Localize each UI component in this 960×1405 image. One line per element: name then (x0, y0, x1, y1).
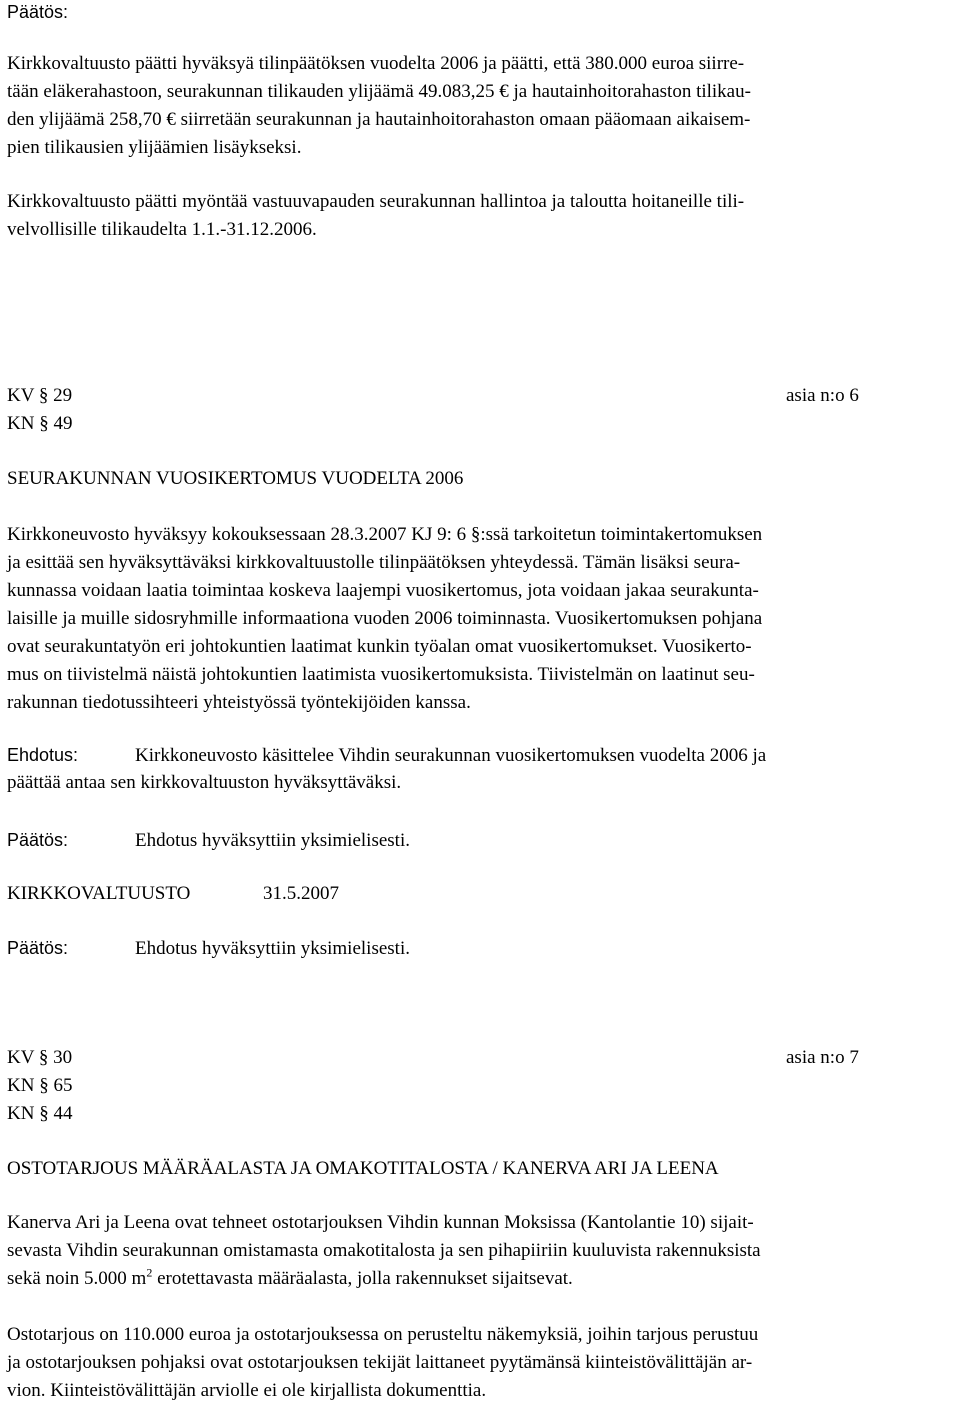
text-fragment: sekä noin 5.000 m (7, 1268, 147, 1289)
kn-section-number: KN § 65 (7, 1075, 73, 1096)
text-line: den ylijäämä 258,70 € siirretään seurakunnan ja hautainhoitorahaston omaan pääomaan aikaisem- (7, 109, 751, 130)
text-line: tään eläkerahastoon, seurakunnan tilikauden ylijäämä 49.083,25 € ja hautainhoitorahaston tilikau- (7, 81, 751, 102)
paatos-label: Päätös: (7, 830, 69, 850)
text-line: Kanerva Ari ja Leena ovat tehneet ostotarjouksen Vihdin kunnan Moksissa (Kantolantie 10) sijait- (7, 1212, 754, 1233)
text-line: ja ostotarjouksen pohjaksi ovat ostotarjouksen tekijät laittaneet pyytämänsä kiinteistövälittäjän ar- (7, 1352, 753, 1373)
paatos-text: Ehdotus hyväksyttiin yksimielisesti. (135, 830, 410, 851)
kn-section-number: KN § 49 (7, 413, 73, 434)
text-line: Kirkkovaltuusto päätti hyväksyä tilinpäätöksen vuodelta 2006 ja päätti, että 380.000 euroa siirre- (7, 53, 745, 74)
asia-number: asia n:o 6 (786, 385, 859, 406)
text-line: Kirkkovaltuusto päätti myöntää vastuuvapauden seurakunnan hallintoa ja taloutta hoitaneille tili- (7, 191, 745, 212)
ehdotus-row (7, 741, 766, 770)
paatos-row (7, 826, 410, 855)
text-line: velvollisille tilikaudelta 1.1.-31.12.2006. (7, 219, 317, 240)
ehdotus-text-cont: päättää antaa sen kirkkovaltuuston hyväksyttäväksi. (7, 772, 402, 793)
paatos-row-2 (7, 934, 410, 963)
text-line: mus on tiivistelmä näistä johtokuntien laatimista vuosikertomuksista. Tiivistelmän on laatinut seu- (7, 664, 755, 685)
paatos-text: Ehdotus hyväksyttiin yksimielisesti. (135, 938, 410, 959)
kirkkovaltuusto-row (7, 880, 339, 908)
text-line: Kirkkoneuvosto hyväksyy kokouksessaan 28.3.2007 KJ 9: 6 §:ssä tarkoitetun toimintakertomuksen (7, 524, 763, 545)
asia-number: asia n:o 7 (786, 1047, 859, 1068)
text-line: laisille ja muille sidosryhmille informaationa vuoden 2006 toiminnasta. Vuosikertomuksen pohjana (7, 608, 763, 629)
text-line (7, 1265, 573, 1293)
text-line: rakunnan tiedotussihteeri yhteistyössä työntekijöiden kanssa. (7, 692, 471, 713)
kv-section-number: KV § 29 (7, 385, 73, 406)
text-fragment: erotettavasta määräalasta, jolla rakennukset sijaitsevat. (152, 1268, 573, 1289)
kn-section-number: KN § 44 (7, 1103, 73, 1124)
superscript: 2 (146, 1265, 153, 1280)
text-line: Ostotarjous on 110.000 euroa ja ostotarjouksessa on perusteltu näkemyksiä, joihin tarjous perustuu (7, 1324, 759, 1345)
text-line: kunnassa voidaan laatia toimintaa koskeva laajempi vuosikertomus, jota voidaan jakaa seurakunta- (7, 580, 759, 601)
kv-section-number: KV § 30 (7, 1047, 73, 1068)
kirkkovaltuusto-heading: KIRKKOVALTUUSTO (7, 883, 191, 904)
text-line: sevasta Vihdin seurakunnan omistamasta omakotitalosta ja sen pihapiiriin kuuluvista rakennuksista (7, 1240, 761, 1261)
text-line: pien tilikausien ylijäämien lisäykseksi. (7, 137, 302, 158)
paatos-label: Päätös: (7, 938, 69, 958)
text-line: ja esittää sen hyväksyttäväksi kirkkovaltuustolle tilinpäätöksen yhteydessä. Tämän lisäksi seura- (7, 552, 741, 573)
kirkkovaltuusto-date: 31.5.2007 (263, 883, 339, 904)
ehdotus-label: Ehdotus: (7, 745, 79, 765)
ehdotus-text: Kirkkoneuvosto käsittelee Vihdin seurakunnan vuosikertomuksen vuodelta 2006 ja (135, 745, 767, 766)
section-title: SEURAKUNNAN VUOSIKERTOMUS VUODELTA 2006 (7, 468, 464, 489)
text-line: vion. Kiinteistövälittäjän arviolle ei ole kirjallista dokumenttia. (7, 1380, 487, 1401)
section-title: OSTOTARJOUS MÄÄRÄALASTA JA OMAKOTITALOSTA / KANERVA ARI JA LEENA (7, 1158, 719, 1179)
text-line: ovat seurakuntatyön eri johtokuntien laatimat kunkin työalan omat vuosikertomukset. Vuosikerto- (7, 636, 752, 657)
paatos-label-top: Päätös: (7, 2, 69, 22)
